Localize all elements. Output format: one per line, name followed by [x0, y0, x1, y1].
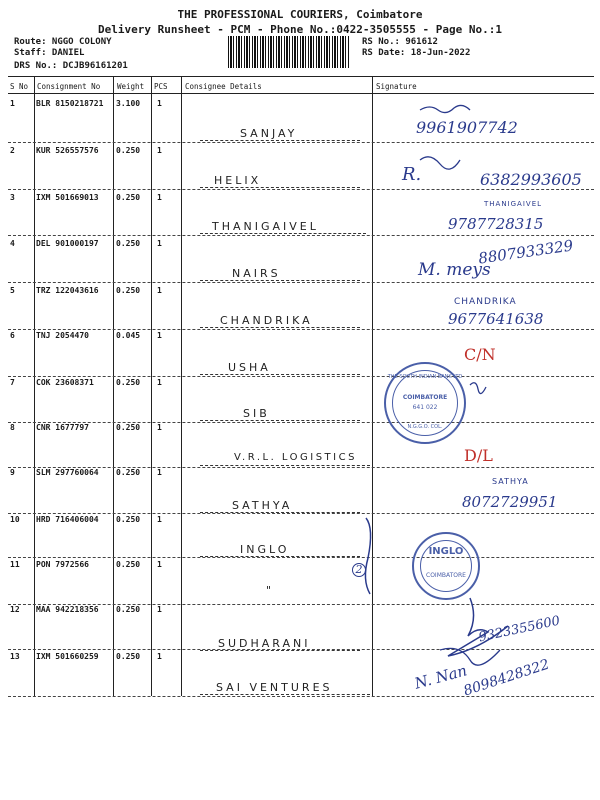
- signature-1: 9961907742: [416, 118, 518, 137]
- row-weight: 0.250: [116, 239, 141, 248]
- signature-scribble-1: [420, 105, 470, 112]
- stamp-top-text: INGLO: [428, 546, 464, 557]
- row-weight: 0.250: [116, 605, 141, 614]
- row-consignee: NAIRS: [232, 267, 281, 280]
- row-pcs: 1: [157, 605, 162, 614]
- row-consignment: SLM 297760064: [36, 468, 99, 477]
- row-weight: 0.250: [116, 286, 141, 295]
- stamp-city: COIMBATORE: [402, 394, 448, 401]
- company-title: THE PROFESSIONAL COURIERS, Coimbatore: [177, 8, 423, 21]
- row-sno: 10: [10, 515, 20, 524]
- row-consignee: SIB: [243, 407, 270, 420]
- signature-2-phone: 6382993605: [480, 170, 582, 189]
- row-weight: 0.250: [116, 146, 141, 155]
- signature-4-mark: M. meys: [418, 260, 491, 280]
- row-consignee: CHANDRIKA: [220, 314, 313, 327]
- row-sno: 1: [10, 99, 15, 108]
- row-weight: 0.250: [116, 423, 141, 432]
- signature-8-dl: D/L: [464, 446, 493, 465]
- row-consignee: ": [266, 584, 275, 597]
- signature-9-name: SATHYA: [492, 477, 529, 486]
- row-pcs: 1: [157, 286, 162, 295]
- signature-5-name: CHANDRIKA: [454, 297, 517, 307]
- signature-2-mark: R.: [402, 164, 422, 185]
- row-consignment: CNR 1677797: [36, 423, 89, 432]
- row-consignment: MAA 942218356: [36, 605, 99, 614]
- signature-4-phone: 8807933329: [477, 236, 575, 268]
- stamp-pin: 641 022: [412, 404, 438, 411]
- row-consignment: DEL 901000197: [36, 239, 99, 248]
- row-consignment: TRZ 122043616: [36, 286, 99, 295]
- staff-label: Staff: DANIEL: [14, 48, 85, 58]
- row-consignment: KUR 526557576: [36, 146, 99, 155]
- row-pcs: 1: [157, 239, 162, 248]
- row-sno: 6: [10, 331, 15, 340]
- row-pcs: 1: [157, 146, 162, 155]
- row-weight: 3.100: [116, 99, 141, 108]
- row-weight: 0.250: [116, 193, 141, 202]
- row-pcs: 1: [157, 515, 162, 524]
- row-pcs: 1: [157, 560, 162, 569]
- stamp-top-text: THE SOUTH INDIAN BANK LTD: [387, 374, 463, 380]
- row-sno: 9: [10, 468, 15, 477]
- row-sno: 7: [10, 378, 15, 387]
- row-consignee: INGLO: [240, 543, 290, 556]
- route-label: Route: NGGO COLONY: [14, 37, 112, 47]
- row-pcs: 1: [157, 193, 162, 202]
- row-consignment: TNJ 2054470: [36, 331, 89, 340]
- col-header-weight: Weight: [117, 82, 145, 91]
- signature-3-phone: 9787728315: [448, 215, 544, 233]
- row-pcs: 1: [157, 652, 162, 661]
- signature-scribble-10: [365, 518, 370, 594]
- row-consignment: IXM 501669013: [36, 193, 99, 202]
- signature-10-count: 2: [352, 563, 366, 577]
- row-sno: 2: [10, 146, 15, 155]
- signature-3-name: THANIGAIVEL: [484, 200, 543, 208]
- row-consignment: BLR 8150218721: [36, 99, 104, 108]
- row-sno: 12: [10, 605, 20, 614]
- row-consignee: V.R.L. LOGISTICS: [234, 452, 357, 463]
- row-consignee: THANIGAIVEL: [212, 220, 319, 233]
- col-header-sno: S No: [10, 82, 29, 91]
- signature-12-phone: 9323355600: [477, 613, 562, 646]
- row-weight: 0.045: [116, 331, 141, 340]
- signature-scribble-13: [440, 648, 500, 665]
- signature-scribble-7: [470, 383, 486, 394]
- signature-5-phone: 9677641638: [448, 310, 544, 328]
- row-sno: 3: [10, 193, 15, 202]
- signature-13-name: N. Nan: [412, 661, 469, 693]
- signature-9-phone: 8072729951: [462, 493, 558, 511]
- row-consignee: SANJAY: [240, 127, 298, 140]
- row-consignment: PON 7972566: [36, 560, 89, 569]
- row-sno: 4: [10, 239, 15, 248]
- col-header-signature: Signature: [376, 82, 417, 91]
- row-pcs: 1: [157, 468, 162, 477]
- row-consignment: IXM 501660259: [36, 652, 99, 661]
- row-consignee: SAI VENTURES: [216, 681, 333, 694]
- signature-13-phone: 8098428322: [461, 656, 552, 700]
- row-consignee: USHA: [228, 361, 271, 374]
- row-consignee: SATHYA: [232, 499, 293, 512]
- row-consignee: SUDHARANI: [218, 637, 311, 650]
- row-pcs: 1: [157, 331, 162, 340]
- row-sno: 8: [10, 423, 15, 432]
- row-sno: 5: [10, 286, 15, 295]
- row-weight: 0.250: [116, 468, 141, 477]
- signature-scribble-2: [420, 157, 460, 169]
- stamp-bottom-text: COIMBATORE: [426, 572, 466, 579]
- row-weight: 0.250: [116, 378, 141, 387]
- stamp-bottom-text: N.G.G.O. COL.: [407, 424, 443, 430]
- row-consignment: HRD 716406004: [36, 515, 99, 524]
- row-sno: 13: [10, 652, 20, 661]
- rs-number: RS No.: 961612: [362, 37, 438, 47]
- rs-date: RS Date: 18-Jun-2022: [362, 48, 471, 58]
- row-pcs: 1: [157, 423, 162, 432]
- row-weight: 0.250: [116, 652, 141, 661]
- row-consignment: COK 23608371: [36, 378, 94, 387]
- row-sno: 11: [10, 560, 20, 569]
- runsheet-title: Delivery Runsheet - PCM - Phone No.:0422-3505555 - Page No.:1: [98, 23, 502, 36]
- col-header-pcs: PCS: [154, 82, 168, 91]
- signature-scribble-12: [448, 598, 508, 656]
- col-header-consignee: Consignee Details: [185, 82, 262, 91]
- row-consignee: HELIX: [214, 174, 262, 187]
- row-weight: 0.250: [116, 515, 141, 524]
- col-header-consignment: Consignment No: [37, 82, 101, 91]
- row-pcs: 1: [157, 99, 162, 108]
- drs-number: DRS No.: DCJB96161201: [14, 61, 128, 71]
- row-pcs: 1: [157, 378, 162, 387]
- signature-6-cn: C/N: [464, 345, 496, 364]
- row-weight: 0.250: [116, 560, 141, 569]
